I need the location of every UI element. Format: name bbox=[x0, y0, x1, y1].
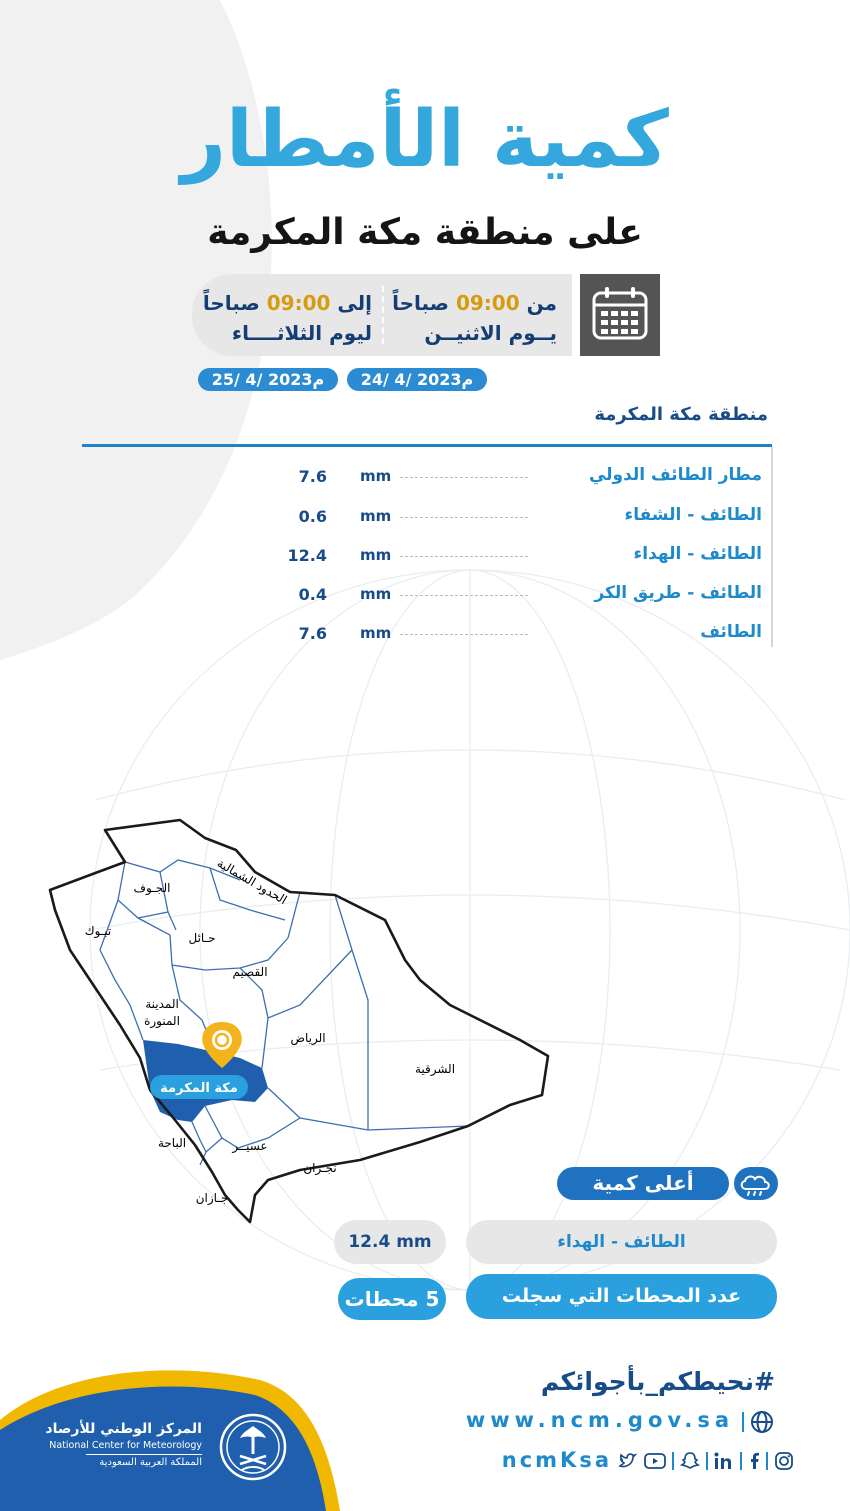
station-value: 0.4 bbox=[298, 585, 327, 604]
youtube-icon[interactable] bbox=[644, 1452, 666, 1470]
map-label-eastern: الشرقية bbox=[414, 1062, 456, 1076]
station-name: الطائف - الشفاء bbox=[624, 505, 762, 525]
station-value: 12.4 bbox=[287, 546, 327, 565]
map-label-baha: الباحة bbox=[157, 1136, 187, 1150]
table-row bbox=[82, 583, 772, 613]
station-unit: mm bbox=[360, 467, 392, 485]
heading-divider bbox=[82, 444, 772, 447]
station-unit: mm bbox=[360, 546, 392, 564]
divider bbox=[742, 1412, 744, 1432]
divider bbox=[740, 1452, 742, 1470]
table-row bbox=[82, 622, 772, 652]
period-box bbox=[192, 274, 572, 356]
period-divider bbox=[382, 286, 384, 344]
row-dash bbox=[400, 634, 528, 635]
map-label-tabuk: تبـوك bbox=[84, 924, 112, 938]
divider bbox=[706, 1452, 708, 1470]
station-value: 0.6 bbox=[298, 507, 327, 526]
row-dash bbox=[400, 595, 528, 596]
instagram-icon[interactable] bbox=[774, 1451, 794, 1471]
from-date-pill: 24/ 4/ 2023م bbox=[347, 368, 487, 391]
row-dash bbox=[400, 477, 528, 478]
top-station-name: الطائف - الهداء bbox=[466, 1220, 777, 1264]
facebook-icon[interactable] bbox=[748, 1452, 760, 1470]
social-icons bbox=[618, 1450, 794, 1472]
station-unit: mm bbox=[360, 585, 392, 603]
station-value: 7.6 bbox=[298, 467, 327, 486]
period-from: من 09:00 صباحاً يــوم الاثنيــن bbox=[392, 291, 557, 345]
page-subtitle: على منطقة مكة المكرمة bbox=[207, 212, 643, 253]
hashtag: #نحيطكم_بأجوائكم bbox=[540, 1367, 775, 1396]
station-unit: mm bbox=[360, 624, 392, 642]
divider bbox=[766, 1452, 768, 1470]
rain-cloud-icon bbox=[734, 1167, 778, 1200]
divider bbox=[86, 1454, 202, 1455]
row-dash bbox=[400, 556, 528, 557]
map-label-qassim: القصيم bbox=[232, 965, 268, 979]
globe-icon bbox=[750, 1410, 774, 1434]
country-outline bbox=[50, 820, 548, 1222]
station-name: الطائف - طريق الكر bbox=[594, 583, 762, 603]
top-amount-label: أعلى كمية bbox=[557, 1167, 729, 1200]
twitter-icon[interactable] bbox=[618, 1452, 638, 1470]
calendar-icon bbox=[580, 274, 660, 356]
map-label-northern: الحدود الشمالية bbox=[214, 855, 290, 908]
country-name-ar: المملكة العربية السعودية bbox=[99, 1457, 202, 1468]
website-link[interactable]: www.ncm.gov.sa bbox=[465, 1408, 734, 1432]
station-unit: mm bbox=[360, 507, 392, 525]
to-date-pill: 25/ 4/ 2023م bbox=[198, 368, 338, 391]
period-to: إلى 09:00 صباحاً ليوم الثلاثــــاء bbox=[202, 291, 372, 345]
map-label-hail: حـائل bbox=[188, 931, 216, 945]
map-label-asir: عسيــر bbox=[232, 1139, 268, 1153]
region-heading: منطقة مكة المكرمة bbox=[594, 404, 768, 425]
saudi-map bbox=[0, 800, 600, 1240]
station-count-label: عدد المحطات التي سجلت bbox=[466, 1274, 777, 1319]
org-name-ar: المركز الوطني للأرصاد bbox=[45, 1421, 202, 1437]
station-value: 7.6 bbox=[298, 624, 327, 643]
snapchat-icon[interactable] bbox=[680, 1451, 700, 1471]
map-label-najran: نجـران bbox=[303, 1161, 337, 1175]
station-name: الطائف bbox=[700, 622, 762, 642]
map-highlight-label: مكة المكرمة bbox=[160, 1081, 238, 1096]
social-handle[interactable]: ncmKsa bbox=[501, 1448, 612, 1472]
table-row bbox=[82, 544, 772, 574]
divider bbox=[672, 1452, 674, 1470]
ncm-logo-icon bbox=[218, 1412, 288, 1482]
map-label-riyadh: الرياض bbox=[290, 1031, 326, 1045]
station-name: الطائف - الهداء bbox=[633, 544, 762, 564]
station-count-value: 5 محطات bbox=[338, 1278, 446, 1320]
map-label-madinah-1: المدينة bbox=[145, 997, 179, 1011]
org-name-en: National Center for Meteorology bbox=[49, 1440, 202, 1451]
row-dash bbox=[400, 517, 528, 518]
linkedin-icon[interactable] bbox=[714, 1452, 734, 1470]
map-label-jouf: الجـوف bbox=[133, 881, 171, 895]
map-label-jazan: جـازان bbox=[195, 1191, 229, 1205]
top-station-value: 12.4 mm bbox=[334, 1220, 446, 1264]
page-title: كمية الأمطار bbox=[181, 95, 669, 185]
station-name: مطار الطائف الدولي bbox=[588, 465, 762, 485]
table-row bbox=[82, 465, 772, 495]
map-label-madinah-2: المنورة bbox=[144, 1014, 180, 1028]
table-row bbox=[82, 505, 772, 535]
